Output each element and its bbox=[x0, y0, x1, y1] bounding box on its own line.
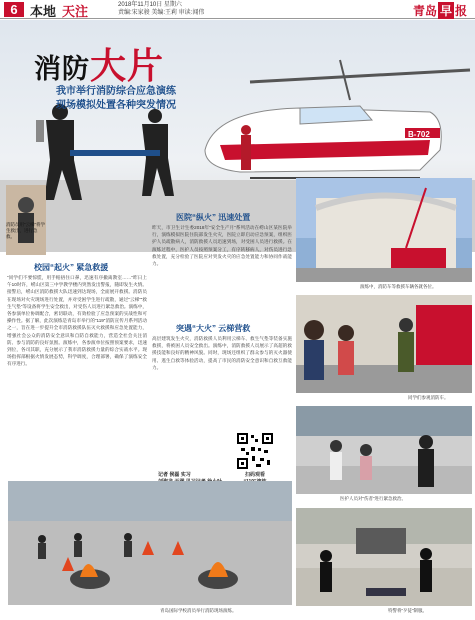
medical-photo bbox=[296, 406, 472, 494]
header-info bbox=[118, 1, 204, 17]
page-number: 6 bbox=[4, 2, 24, 17]
medical-caption: 医护人员对“伤者”进行紧急救治。 bbox=[340, 496, 406, 501]
brand-box: 早 bbox=[439, 4, 452, 18]
date-line: 2018年11月10日 星期六 bbox=[118, 2, 182, 8]
section-name: 本地 bbox=[30, 4, 57, 19]
editor-line: 责编:宋家骏 美编:王莉 审读:闻伟 bbox=[118, 10, 205, 16]
newspaper-brand bbox=[413, 2, 467, 19]
subtitle-1: 我市举行消防综合应急演练 bbox=[56, 86, 176, 97]
rescue-photo-caption: 消防员用“云梯”将学生救出，进行急救。 bbox=[6, 222, 45, 239]
section1-body: “同学们不要惊慌，用手帕捂住口鼻，迅速有序撤离教室……”昨日上午10时许，崂山区第三中学教学楼内突然发出警报，随即发生火情。接警后，崂山区消防救援大队迅速到达现场，全面展开救援。消防员在现场对火灾现场进行处置，并对受困学生进行疏散，通过“云梯”“救生气垫”等设备将学生安全救出，对受伤人员进行紧急救治。演练中，各参演单位协调配合，密切联动，有效检验了应急预案的实战性和可操作性。据了解，此次演练是青岛市举行的“119”消防宣传月系列活动之一，旨在进一步提升全市消防救援队伍灭火救援和应急处置能力，增强社会公众的消防安全意识和自防自救能力，营造全社会关注消防、参与消防的良好氛围。演练中，各参演单位按照预案要求，迅速到位，各司其职，充分展示了我市消防救援力量的综合实战水平。现场指挥部根据火情发展态势，科学调度，合理部署，确保了演练安全有序进行。 bbox=[7, 275, 147, 367]
section2-body: 昨天，市卫生计生委2018年“安全生产月”系列活动在崂山区某医院举行，演练模拟医院住院部发生火灾，医院立即启动应急预案，组织医护人员疏散病人，消防救援人员迅速到场，对受困人员进行救援。在演练过程中，医护人员按照预案分工，有序转移病人，对伤员进行急救处置，充分检验了医院应对突发火灾的应急处置能力和协同作战能力。 bbox=[152, 225, 292, 267]
subtitle-2: 现场模拟处置各种突发情况 bbox=[56, 100, 176, 111]
section3-body: 高层建筑发生火灾，消防救援人员利用云梯车、救生气垫等装备实施救援，将被困人员安全救出。演练中，消防救援人员展示了高超的救援技能和良好的精神风貌。同时，现场还组织了群众参与的灭火器使用、逃生自救等体验活动，提高了市民的消防安全意识和自救互救能力。 bbox=[152, 336, 292, 370]
drill-photo bbox=[296, 508, 472, 606]
pilot-icon bbox=[241, 125, 251, 170]
credit-line-1: 记者 侯磊 实习 bbox=[158, 472, 191, 478]
building-caption: 演练中，消防车等救援车辆各就各位。 bbox=[360, 284, 437, 289]
brand-suffix: 报 bbox=[454, 4, 467, 18]
building-photo bbox=[296, 178, 472, 282]
brand-prefix: 青岛 bbox=[412, 4, 437, 18]
students-photo bbox=[296, 295, 472, 393]
students-caption: 同学们参观消防车。 bbox=[408, 395, 449, 400]
section2-heading: 医院“纵火” 迅速处置 bbox=[176, 213, 251, 222]
qr-code-icon[interactable] bbox=[236, 432, 274, 470]
section-highlight: 天注 bbox=[62, 4, 89, 19]
title-red: 大片 bbox=[90, 46, 165, 86]
title-main: 消防 bbox=[34, 54, 90, 84]
helicopter-registration: B-702 bbox=[408, 130, 430, 139]
rescue-photo bbox=[6, 185, 46, 255]
firefight-photo bbox=[8, 481, 292, 605]
qr-caption-1: 扫码观看 bbox=[244, 472, 265, 478]
drill-caption: 特警将“歹徒”制服。 bbox=[388, 608, 427, 613]
section3-heading: 突遇“大火” 云梯营救 bbox=[176, 324, 251, 333]
firefight-caption: 青岛国际学校消员举行消防现场演练。 bbox=[160, 608, 237, 613]
section1-heading: 校园“起火” 紧急救援 bbox=[34, 263, 109, 272]
